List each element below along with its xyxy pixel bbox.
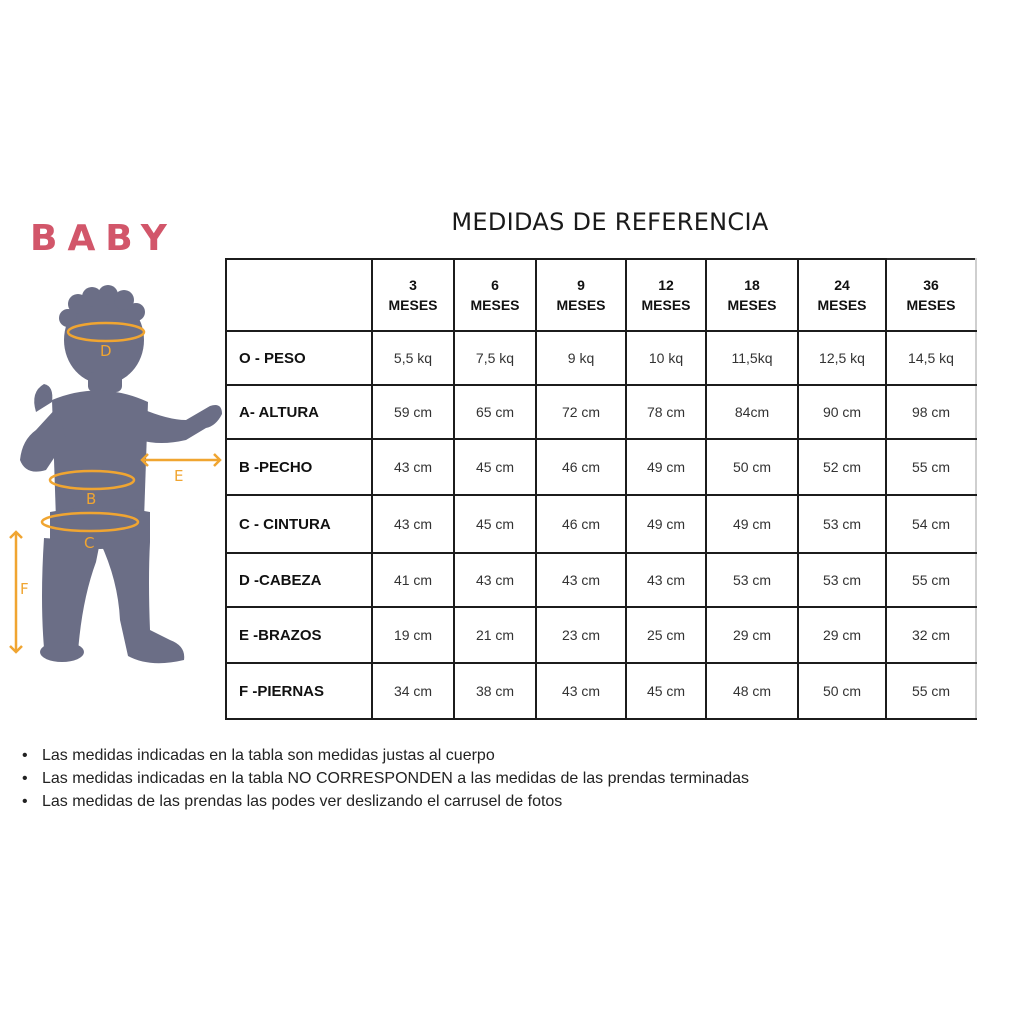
table-cell: 65 cm (454, 385, 536, 439)
column-header-unit: MESES (470, 297, 520, 313)
table-cell: 45 cm (454, 439, 536, 495)
table-cell: 43 cm (372, 495, 454, 553)
table-row (226, 607, 976, 663)
table-cell: 43 cm (626, 553, 706, 607)
row-header: E -BRAZOS (226, 607, 372, 663)
table-cell: 53 cm (706, 553, 798, 607)
column-header-number: 12 (658, 277, 674, 293)
table-cell: 38 cm (454, 663, 536, 719)
table-cell: 46 cm (536, 439, 626, 495)
column-header-number: 18 (744, 277, 760, 293)
column-header (798, 259, 886, 331)
baby-silhouette-illustration (0, 280, 240, 700)
corner-cell (226, 259, 372, 331)
table-cell: 52 cm (798, 439, 886, 495)
table-cell: 53 cm (798, 553, 886, 607)
column-header (454, 259, 536, 331)
column-header-unit: MESES (641, 297, 691, 313)
bullet: • (22, 747, 28, 764)
table-cell: 54 cm (886, 495, 976, 553)
table-cell: 50 cm (706, 439, 798, 495)
table-cell: 12,5 kq (798, 331, 886, 385)
table-cell: 29 cm (798, 607, 886, 663)
table-cell: 23 cm (536, 607, 626, 663)
header-row (226, 259, 976, 331)
label-e: E (174, 467, 184, 485)
table-cell: 29 cm (706, 607, 798, 663)
table-cell: 53 cm (798, 495, 886, 553)
column-header (706, 259, 798, 331)
column-header-number: 6 (491, 277, 499, 293)
column-header-unit: MESES (388, 297, 438, 313)
column-header-number: 9 (577, 277, 585, 293)
table-cell: 45 cm (454, 495, 536, 553)
table-row (226, 331, 976, 385)
table-cell: 11,5kq (706, 331, 798, 385)
column-header-unit: MESES (906, 297, 956, 313)
table-cell: 90 cm (798, 385, 886, 439)
table-cell: 84cm (706, 385, 798, 439)
table-cell: 98 cm (886, 385, 976, 439)
row-header: B -PECHO (226, 439, 372, 495)
table-cell: 43 cm (454, 553, 536, 607)
table-cell: 55 cm (886, 663, 976, 719)
note-item (22, 744, 749, 767)
table-cell: 10 kq (626, 331, 706, 385)
table-row (226, 439, 976, 495)
table-cell: 59 cm (372, 385, 454, 439)
table-cell: 43 cm (536, 553, 626, 607)
table-cell: 49 cm (706, 495, 798, 553)
table-cell: 78 cm (626, 385, 706, 439)
table-cell: 25 cm (626, 607, 706, 663)
table-cell: 55 cm (886, 553, 976, 607)
table-cell: 55 cm (886, 439, 976, 495)
table-cell: 32 cm (886, 607, 976, 663)
note-text: Las medidas indicadas en la tabla NO CORRESPONDEN a las medidas de las prendas terminadas (42, 770, 750, 787)
note-item (22, 790, 749, 813)
table-row (226, 663, 976, 719)
column-header (372, 259, 454, 331)
table-row (226, 553, 976, 607)
table-cell: 21 cm (454, 607, 536, 663)
column-header (536, 259, 626, 331)
table-row (226, 385, 976, 439)
bullet: • (22, 770, 28, 787)
bullet: • (22, 793, 28, 810)
table-cell: 72 cm (536, 385, 626, 439)
table-cell: 45 cm (626, 663, 706, 719)
table-cell: 48 cm (706, 663, 798, 719)
notes-list (22, 744, 749, 813)
table-cell: 43 cm (372, 439, 454, 495)
column-header-unit: MESES (727, 297, 777, 313)
row-header: C - CINTURA (226, 495, 372, 553)
page-title: MEDIDAS DE REFERENCIA (451, 208, 769, 236)
table-cell: 43 cm (536, 663, 626, 719)
label-c: C (84, 534, 95, 552)
measurements-table (225, 258, 977, 720)
table-cell: 34 cm (372, 663, 454, 719)
column-header-unit: MESES (556, 297, 606, 313)
table-row (226, 495, 976, 553)
column-header-number: 24 (834, 277, 850, 293)
note-text: Las medidas de las prendas las podes ver deslizando el carrusel de fotos (42, 793, 563, 810)
table-cell: 41 cm (372, 553, 454, 607)
column-header-number: 3 (409, 277, 417, 293)
row-header: O - PESO (226, 331, 372, 385)
table-cell: 7,5 kq (454, 331, 536, 385)
table-cell: 46 cm (536, 495, 626, 553)
brand-title: BABY (30, 218, 177, 259)
table-cell: 9 kq (536, 331, 626, 385)
table-cell: 5,5 kq (372, 331, 454, 385)
column-header (626, 259, 706, 331)
row-header: A- ALTURA (226, 385, 372, 439)
table-cell: 50 cm (798, 663, 886, 719)
row-header: D -CABEZA (226, 553, 372, 607)
table-cell: 14,5 kq (886, 331, 976, 385)
column-header-number: 36 (923, 277, 939, 293)
table-cell: 49 cm (626, 495, 706, 553)
label-d: D (100, 342, 112, 360)
row-header: F -PIERNAS (226, 663, 372, 719)
table-cell: 49 cm (626, 439, 706, 495)
label-f: F (20, 580, 29, 598)
note-item (22, 767, 749, 790)
column-header (886, 259, 976, 331)
column-header-unit: MESES (817, 297, 867, 313)
label-b: B (86, 490, 97, 508)
table-cell: 19 cm (372, 607, 454, 663)
note-text: Las medidas indicadas en la tabla son medidas justas al cuerpo (42, 747, 495, 764)
